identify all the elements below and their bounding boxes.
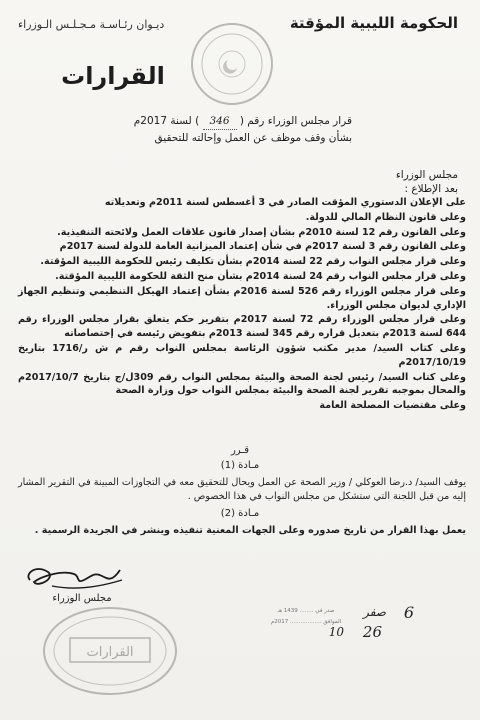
consideration-item: على الإعلان الدستوري المؤقت الصادر في 3 أغسطس لسنة 2011م وتعديلاته [104, 197, 466, 208]
considerations-list [18, 196, 466, 414]
consideration-item: وعلى قرار مجلس النواب رقم 24 لسنة 2014م بشأن منح الثقة للحكومة الليبية المؤقتة. [55, 270, 466, 282]
signature-label: مجلس الوزراء [52, 593, 112, 604]
decree-number: 346 [203, 113, 237, 130]
consideration-item: وعلى قرار مجلس النواب رقم 22 لسنة 2014م بشأن تكليف رئيس للحكومة الليبية المؤقتة. [40, 256, 466, 268]
council-label: مجلس الوزراء [395, 169, 458, 181]
consideration-item: وعلى مقتضيات المصلحة العامة [319, 400, 466, 412]
official-seal-top [188, 20, 276, 108]
decided-heading: قـرر [230, 445, 250, 456]
registration-line-gregorian: الموافق .................. 2017م [270, 619, 342, 625]
decree-subject: بشأن وقف موظف عن العمل وإحالته للتحقيق [154, 132, 352, 144]
office-name: ديـوان رئـاسـة مـجـلـس الـوزراء [18, 18, 165, 31]
gregorian-month: 10 [328, 625, 344, 639]
gregorian-day: 26 [362, 623, 382, 641]
consideration-item: وعلى قانون النظام المالي للدولة. [305, 211, 466, 223]
article-1-text: يوقف السيد/ د.رضا العوكلي / وزير الصحة عن العمل ويحال للتحقيق معه في التجاوزات المبينة في التقرير المشار إليه من قبل اللجنة التي ستشكل من مجلس النواب في هذا الخصوص . [18, 477, 466, 502]
decree-title-suffix: ) لسنة 2017م [133, 115, 200, 127]
after-review-label: بعد الإطلاع : [404, 183, 458, 195]
consideration-item: وعلى القانون رقم 12 لسنة 2010م بشأن إصدار قانون علاقات العمل ولائحته التنفيذية. [57, 226, 466, 238]
consideration-item: وعلى كتاب السيد/ مدير مكتب شؤون الرئاسة بمجلس النواب رقم م ش ر/1716 بتاريخ 2017/10/19م [18, 342, 466, 368]
preamble [278, 168, 458, 196]
government-name: الحكومة الليبية المؤقتة [289, 14, 458, 32]
decree-title [122, 113, 352, 130]
stamp-text: القرارات [86, 645, 134, 660]
consideration-item: وعلى قرار مجلس الوزراء رقم 526 لسنة 2016م بشأن إعتماد الهيكل التنظيمي وتنظيم الجهاز الإداري لديوان مجلس الوزراء. [18, 285, 466, 311]
article-2-text: يعمل بهذا القرار من تاريخ صدوره وعلى الجهات المعنية تنفيذه وينشر في الجريدة الرسمية . [34, 525, 466, 536]
article-1-heading: مـادة (1) [220, 460, 260, 471]
page-title: القرارات [61, 62, 165, 90]
article-2-heading: مـادة (2) [220, 508, 260, 519]
hijri-month: صفر [363, 605, 386, 619]
hijri-day: 6 [403, 603, 414, 622]
registration-line-hijri: صدر في ........ 1439 هـ [277, 608, 335, 614]
consideration-item: وعلى القانون رقم 3 لسنة 2017م في شأن إعتماد الميزانية العامة للدولة لسنة 2017م [59, 241, 466, 253]
decree-heading [122, 113, 352, 146]
decree-title-prefix: قرار مجلس الوزراء رقم ( [239, 115, 352, 127]
decisions-stamp [40, 604, 180, 699]
handwritten-date [318, 603, 422, 645]
handwritten-signature [22, 550, 132, 598]
consideration-item: وعلى قرار مجلس الوزراء رقم 72 لسنة 2017م بتقرير حكم يتعلق بقرار مجلس الوزراء رقم 644 لسنة 2013م بتعديل قراره رقم 345 لسنة 2013م بتفويض رئيسه في إختصاصاته [18, 314, 466, 340]
consideration-item: وعلى كتاب السيد/ رئيس لجنة الصحة والبيئة بمجلس النواب رقم 309ل/ج بتاريخ 2017/10/7م والمحال بموجبه تقرير لجنة الصحة والبيئة بمجلس النواب حول وزارة الصحة [18, 371, 467, 397]
